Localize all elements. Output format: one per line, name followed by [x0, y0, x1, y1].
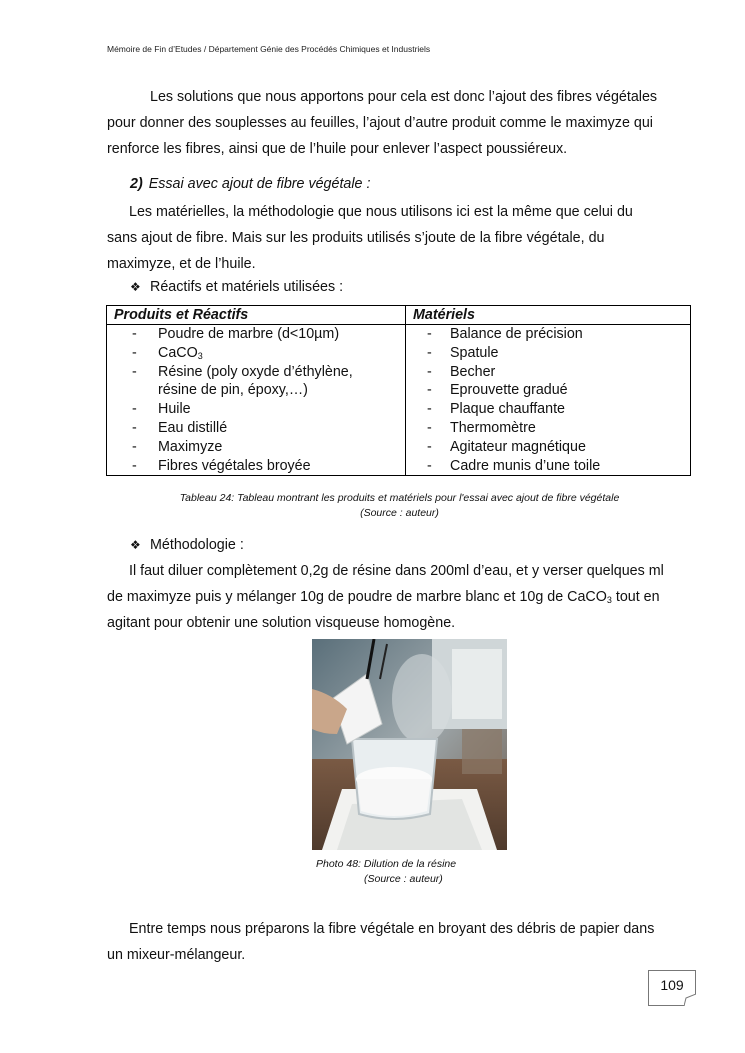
list-item: [406, 400, 690, 419]
list-item: [107, 381, 405, 400]
material-item: Cadre munis d’une toile: [450, 457, 601, 474]
text-fragment: -: [132, 363, 137, 380]
list-item: [107, 438, 405, 457]
list-item: [107, 363, 405, 382]
products-cell: [107, 325, 406, 476]
list-item: [107, 325, 405, 344]
paragraph-line: renforce les fibres, ainsi que de l’huile pour enlever l’aspect poussiéreux.: [107, 141, 568, 157]
running-header: Mémoire de Fin d’Etudes / Département Génie des Procédés Chimiques et Industriels: [107, 44, 431, 54]
section-number: 2): [130, 176, 143, 192]
procedure-paragraph: [107, 558, 697, 636]
bullet-label: Réactifs et matériels utilisées :: [150, 279, 344, 295]
text-fragment: -: [132, 438, 137, 455]
section-title: Essai avec ajout de fibre végétale :: [148, 176, 371, 192]
table-header-materials: Matériels: [406, 306, 691, 325]
list-item: [406, 325, 690, 344]
material-item: Thermomètre: [450, 419, 536, 436]
text-fragment: -: [132, 401, 137, 418]
text-fragment: -: [427, 419, 432, 436]
bullet-methodologie: [130, 537, 244, 553]
text-fragment: -: [132, 326, 137, 342]
method-paragraph: [107, 199, 692, 277]
list-item: [406, 381, 690, 400]
page-curl-icon: [684, 994, 696, 1006]
paragraph-line: Entre temps nous préparons la fibre végétale en broyant des débris de papier dans: [129, 921, 655, 937]
product-item: CaCO: [158, 344, 198, 361]
material-item: Becher: [450, 363, 496, 380]
subscript: 3: [606, 595, 612, 605]
paragraph-line: un mixeur-mélangeur.: [107, 947, 246, 963]
text-fragment: -: [132, 344, 137, 361]
list-item: [107, 344, 405, 363]
subscript: 3: [197, 350, 203, 361]
table-header-products: Produits et Réactifs: [107, 306, 406, 325]
text-fragment: -: [427, 457, 432, 474]
photo-source: (Source : auteur): [364, 873, 443, 885]
product-item: Poudre de marbre (d<10µm): [158, 326, 340, 342]
paragraph-line: sans ajout de fibre. Mais sur les produits utilisés s’joute de la fibre végétale, du: [107, 230, 605, 246]
text-fragment: -: [132, 457, 137, 474]
material-item: Eprouvette gradué: [450, 382, 568, 399]
paragraph-line: Il faut diluer complètement 0,2g de résine dans 200ml d’eau, et y verser quelques ml: [129, 563, 664, 579]
diamond-bullet-icon: ❖: [130, 538, 141, 552]
material-item: Agitateur magnétique: [450, 438, 586, 455]
materials-table: [106, 305, 691, 476]
table-row: [107, 325, 691, 476]
material-item: Spatule: [450, 344, 499, 361]
table-source: (Source : auteur): [360, 507, 439, 519]
table-header-row: [107, 306, 691, 325]
product-item: Résine (poly oxyde d’éthylène,: [158, 363, 353, 380]
paragraph-line: Les matérielles, la méthodologie que nous utilisons ici est la même que celui du: [129, 204, 633, 220]
text-fragment: -: [427, 363, 432, 380]
text-fragment: -: [427, 382, 432, 399]
fiber-paragraph: [107, 916, 697, 968]
list-item: [107, 419, 405, 438]
text-fragment: -: [427, 344, 432, 361]
materials-cell: [406, 325, 691, 476]
text-fragment: -: [427, 326, 432, 342]
bullet-label: Méthodologie :: [150, 537, 244, 553]
bullet-reactifs: [130, 279, 343, 295]
text-fragment: -: [427, 438, 432, 455]
list-item: [406, 419, 690, 438]
diamond-bullet-icon: ❖: [130, 280, 141, 294]
material-item: Plaque chauffante: [450, 401, 566, 418]
page-number-text: 109: [660, 977, 684, 993]
list-item: [107, 400, 405, 419]
photo-illustration: [312, 639, 507, 850]
photo-resin-dilution: [312, 639, 507, 850]
section-heading: [130, 176, 370, 192]
product-item: Fibres végétales broyée: [158, 457, 311, 474]
paragraph-line: maximyze, et de l’huile.: [107, 256, 256, 272]
list-item: [406, 438, 690, 457]
text-fragment: -: [427, 401, 432, 418]
list-item: [107, 457, 405, 476]
page-number: [648, 970, 696, 1006]
list-item: [406, 457, 690, 476]
photo-caption: Photo 48: Dilution de la résine: [316, 858, 457, 870]
paragraph-line: Les solutions que nous apportons pour cela est donc l’ajout des fibres végétales: [150, 89, 658, 105]
table-caption: Tableau 24: Tableau montrant les produits et matériels pour l'essai avec ajout de fibre végétale: [179, 492, 620, 504]
product-item: Maximyze: [158, 438, 223, 455]
list-item: [406, 363, 690, 382]
text-fragment: -: [132, 419, 137, 436]
product-item: Huile: [158, 401, 191, 418]
product-item: Eau distillé: [158, 419, 228, 436]
paragraph-line: pour donner des souplesses au feuilles, l’ajout d’autre produit comme le maximyze qui: [107, 115, 653, 131]
intro-paragraph: [107, 84, 692, 162]
paragraph-line: de maximyze puis y mélanger 10g de poudre de marbre blanc et 10g de CaCO$_3$ tout en: [107, 589, 660, 605]
list-item: [406, 344, 690, 363]
product-item: résine de pin, époxy,…): [158, 382, 308, 399]
paragraph-line: agitant pour obtenir une solution visqueuse homogène.: [107, 615, 456, 631]
material-item: Balance de précision: [450, 326, 583, 342]
